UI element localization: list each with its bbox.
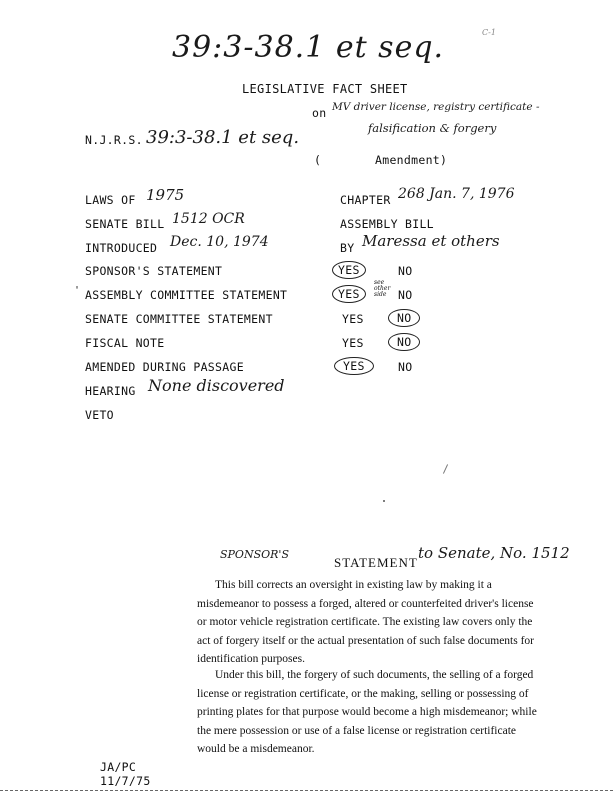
subject-line-1: MV driver license, registry certificate - <box>332 101 540 113</box>
senate-committee-statement-no: NO <box>388 309 420 327</box>
by-label: BY <box>340 241 355 255</box>
introduced-label: INTRODUCED <box>85 241 158 255</box>
hearing-value: None discovered <box>148 376 285 395</box>
statement-heading: STATEMENT <box>334 555 418 570</box>
sponsors-statement-no: NO <box>398 264 413 278</box>
sponsors-statement-yes: YES <box>332 261 366 279</box>
footer-initials: JA/PC <box>100 760 137 774</box>
page-title: LEGISLATIVE FACT SHEET <box>242 82 408 96</box>
senate-bill-label: SENATE BILL <box>85 217 165 231</box>
see-other-side-note: see other side <box>374 279 391 298</box>
statement-recipient: to Senate, No. 1512 <box>418 544 570 562</box>
laws-of-label: LAWS OF <box>85 193 136 207</box>
by-value: Maressa et others <box>362 232 500 250</box>
amended-during-passage-yes: YES <box>334 357 374 375</box>
fiscal-note-no: NO <box>388 333 420 351</box>
footer-date: 11/7/75 <box>100 774 151 788</box>
laws-of-value: 1975 <box>146 186 185 204</box>
njrs-value: 39:3-38.1 et seq. <box>146 127 300 148</box>
statement-paragraph-2: Under this bill, the forgery of such documents, the selling of a forged license or registration certificate, or the making, selling or possessing of printing plates for that purpose would become a high misdemeanor; while the mere possession or use of a false license or registration certificate would be a misdemeanor. <box>197 669 537 755</box>
njrs-label: N.J.R.S. <box>85 133 143 147</box>
assembly-committee-statement-yes: YES <box>332 285 366 303</box>
margin-mark: ' <box>74 285 81 296</box>
introduced-value: Dec. 10, 1974 <box>170 234 269 250</box>
stray-mark <box>443 464 448 473</box>
amendment-label: Amendment) <box>375 153 448 167</box>
subject-line-2: falsification & forgery <box>368 121 497 135</box>
amended-during-passage-label: AMENDED DURING PASSAGE <box>85 360 244 374</box>
senate-committee-statement-yes: YES <box>342 312 364 326</box>
bottom-dashed-rule <box>0 790 613 791</box>
chapter-label: CHAPTER <box>340 193 391 207</box>
veto-label: VETO <box>85 408 114 422</box>
assembly-committee-statement-no: NO <box>398 288 413 302</box>
stray-dot <box>383 500 385 502</box>
assembly-committee-statement-label: ASSEMBLY COMMITTEE STATEMENT <box>85 288 288 302</box>
amendment-paren: ( <box>314 153 322 167</box>
hearing-label: HEARING <box>85 384 136 398</box>
amended-during-passage-no: NO <box>398 360 413 374</box>
statement-paragraph-1: This bill corrects an oversight in existing law by making it a misdemeanor to possess a forged, altered or counterfeited driver's license or motor vehicle registration certificate. The existing law covers only the act of forgery itself or the actual presentation of such false documents for identification purposes. <box>197 579 534 665</box>
sponsors-statement-label: SPONSOR'S STATEMENT <box>85 264 223 278</box>
fiscal-note-label: FISCAL NOTE <box>85 336 165 350</box>
assembly-bill-label: ASSEMBLY BILL <box>340 217 434 231</box>
subject-on-label: on <box>312 106 327 120</box>
sponsors-handwritten: SPONSOR'S <box>220 548 289 561</box>
fiscal-note-yes: YES <box>342 336 364 350</box>
corner-note: C-1 <box>482 28 496 37</box>
chapter-value: 268 Jan. 7, 1976 <box>398 186 515 202</box>
senate-committee-statement-label: SENATE COMMITTEE STATEMENT <box>85 312 273 326</box>
citation-handwritten: 39:3-38.1 et seq. <box>172 30 445 65</box>
senate-bill-value: 1512 OCR <box>172 211 245 227</box>
